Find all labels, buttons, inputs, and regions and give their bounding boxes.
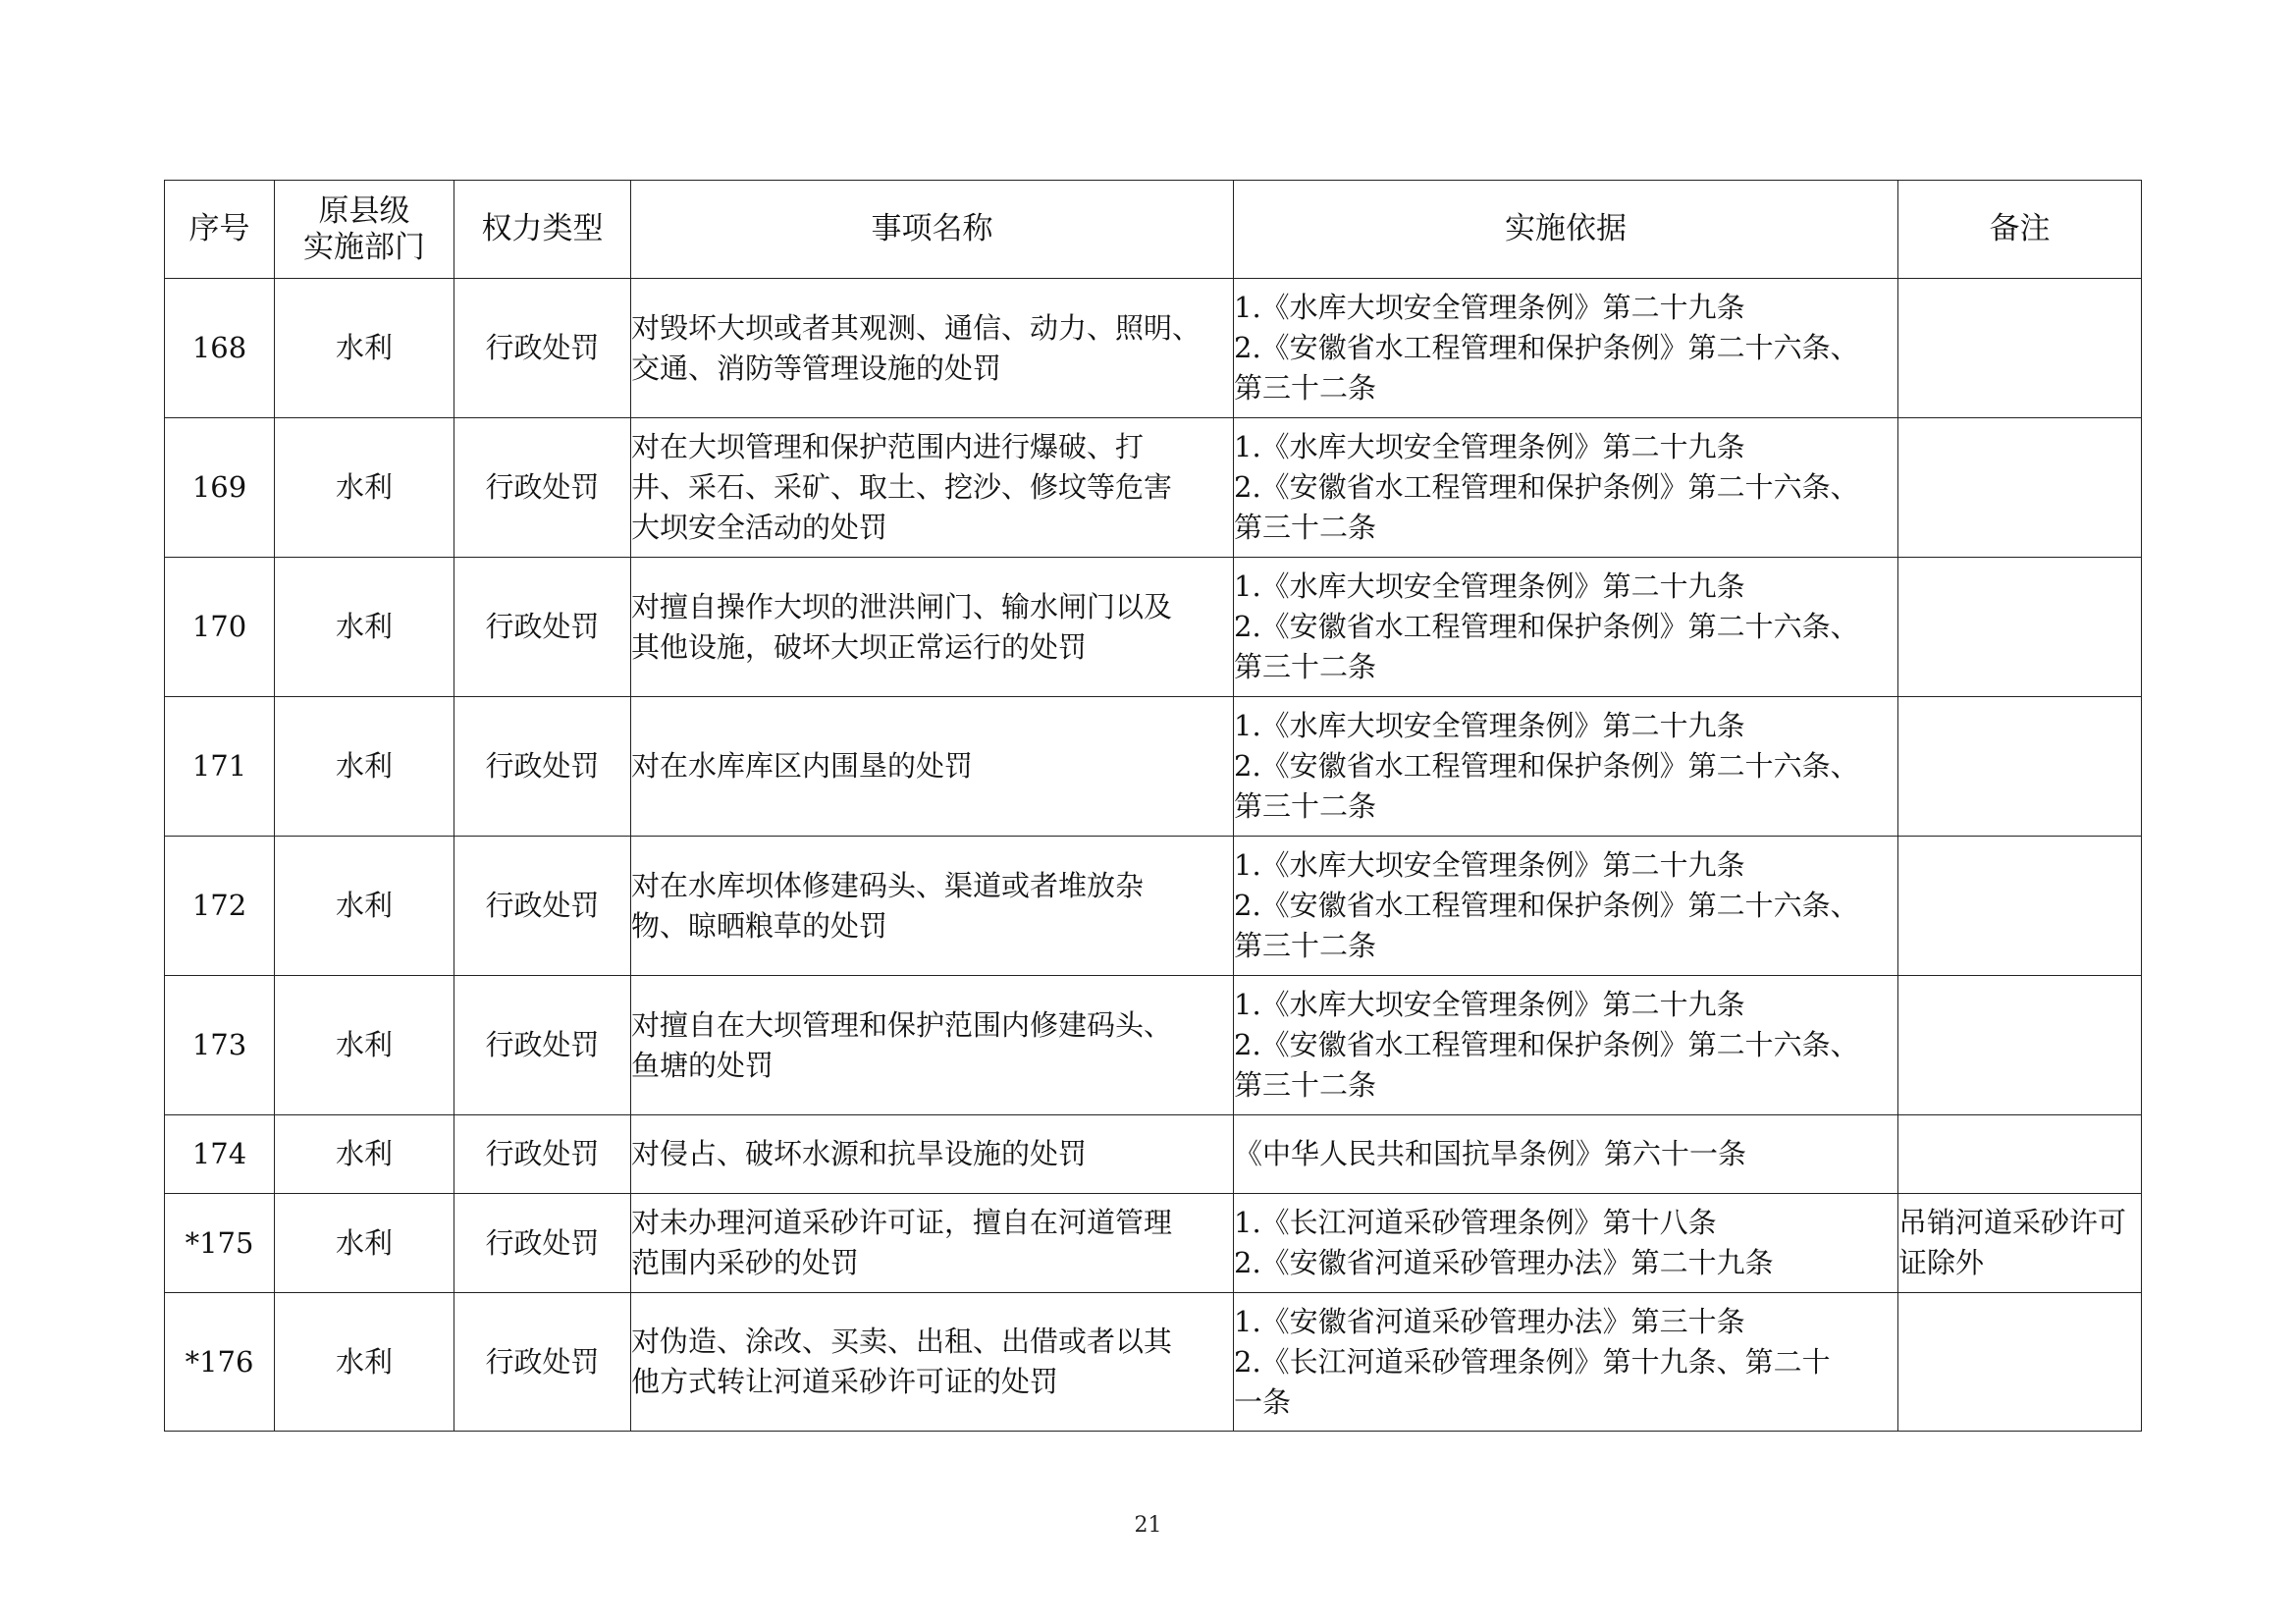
cell-type: 行政处罚 — [454, 1115, 631, 1194]
cell-item-line: 对擅自操作大坝的泄洪闸门、输水闸门以及 — [631, 589, 1173, 623]
cell-basis-line: 1.《水库大坝安全管理条例》第二十九条 — [1234, 848, 1745, 882]
cell-basis — [1234, 1115, 1898, 1194]
cell-basis — [1234, 837, 1898, 976]
cell-note — [1898, 279, 2142, 418]
cell-seq: *175 — [165, 1194, 275, 1293]
cell-seq: 172 — [165, 837, 275, 976]
cell-type: 行政处罚 — [454, 279, 631, 418]
cell-basis-line: 2.《安徽省水工程管理和保护条例》第二十六条、 — [1234, 749, 1859, 783]
cell-basis-line: 第三十二条 — [1234, 650, 1377, 683]
cell-item — [631, 837, 1234, 976]
cell-item-line: 物、晾晒粮草的处罚 — [631, 908, 888, 943]
table-row — [165, 558, 2142, 697]
cell-dept: 水利 — [275, 837, 454, 976]
cell-item-line: 对毁坏大坝或者其观测、通信、动力、照明、 — [631, 310, 1201, 345]
cell-type: 行政处罚 — [454, 558, 631, 697]
page-number: 21 — [1134, 1513, 1162, 1538]
cell-note — [1898, 837, 2142, 976]
cell-dept: 水利 — [275, 558, 454, 697]
cell-basis — [1234, 418, 1898, 558]
header-dept-line2: 实施部门 — [303, 229, 425, 265]
cell-basis — [1234, 976, 1898, 1115]
cell-item — [631, 279, 1234, 418]
cell-note-text: 吊销河道采砂许可证除外 — [1898, 1206, 2127, 1279]
cell-seq: *176 — [165, 1293, 275, 1432]
cell-basis-line: 1.《水库大坝安全管理条例》第二十九条 — [1234, 988, 1745, 1021]
cell-basis — [1234, 1194, 1898, 1293]
cell-basis-line: 2.《安徽省水工程管理和保护条例》第二十六条、 — [1234, 1028, 1859, 1061]
table-row — [165, 697, 2142, 837]
cell-note — [1898, 697, 2142, 837]
cell-dept: 水利 — [275, 697, 454, 837]
cell-basis-line: 1.《长江河道采砂管理条例》第十八条 — [1234, 1206, 1717, 1239]
cell-basis — [1234, 1293, 1898, 1432]
cell-note — [1898, 1115, 2142, 1194]
header-dept-line1: 原县级 — [318, 192, 410, 229]
table-row — [165, 1194, 2142, 1293]
cell-seq: 171 — [165, 697, 275, 837]
cell-seq: 174 — [165, 1115, 275, 1194]
cell-item-line: 对擅自在大坝管理和保护范围内修建码头、 — [631, 1007, 1173, 1042]
table-header-row — [165, 181, 2142, 279]
table-body — [165, 279, 2142, 1432]
cell-item — [631, 1115, 1234, 1194]
cell-basis-line: 1.《安徽省河道采砂管理办法》第三十条 — [1234, 1304, 1745, 1338]
cell-basis-line: 1.《水库大坝安全管理条例》第二十九条 — [1234, 291, 1745, 324]
cell-basis-line: 第三十二条 — [1234, 929, 1377, 962]
cell-basis-line: 第三十二条 — [1234, 371, 1377, 405]
cell-dept: 水利 — [275, 1293, 454, 1432]
header-seq: 序号 — [165, 181, 275, 279]
cell-seq: 173 — [165, 976, 275, 1115]
cell-basis — [1234, 697, 1898, 837]
cell-seq: 168 — [165, 279, 275, 418]
cell-basis-line: 2.《安徽省水工程管理和保护条例》第二十六条、 — [1234, 610, 1859, 643]
header-type: 权力类型 — [454, 181, 631, 279]
cell-basis-line: 2.《安徽省水工程管理和保护条例》第二十六条、 — [1234, 331, 1859, 364]
cell-basis-line: 1.《水库大坝安全管理条例》第二十九条 — [1234, 569, 1745, 603]
cell-item-line: 对侵占、破坏水源和抗旱设施的处罚 — [631, 1137, 1088, 1170]
table-row — [165, 418, 2142, 558]
cell-dept: 水利 — [275, 418, 454, 558]
table-row — [165, 837, 2142, 976]
cell-item — [631, 1194, 1234, 1293]
cell-basis — [1234, 279, 1898, 418]
cell-item-line: 对在大坝管理和保护范围内进行爆破、打 — [631, 430, 1145, 463]
cell-item-line: 大坝安全活动的处罚 — [631, 511, 888, 544]
cell-basis-line: 1.《水库大坝安全管理条例》第二十九条 — [1234, 709, 1745, 742]
cell-dept: 水利 — [275, 279, 454, 418]
header-dept — [275, 181, 454, 279]
cell-item-line: 鱼塘的处罚 — [631, 1048, 774, 1082]
cell-item-line: 其他设施，破坏大坝正常运行的处罚 — [631, 629, 1088, 664]
table-row — [165, 1115, 2142, 1194]
cell-note — [1898, 1293, 2142, 1432]
cell-type: 行政处罚 — [454, 837, 631, 976]
cell-item-line: 对未办理河道采砂许可证，擅自在河道管理 — [631, 1206, 1173, 1239]
header-item: 事项名称 — [631, 181, 1234, 279]
cell-item — [631, 418, 1234, 558]
cell-dept: 水利 — [275, 1194, 454, 1293]
header-note: 备注 — [1898, 181, 2142, 279]
cell-type: 行政处罚 — [454, 418, 631, 558]
cell-basis-line: 2.《长江河道采砂管理条例》第十九条、第二十 — [1234, 1344, 1831, 1379]
table-row — [165, 1293, 2142, 1432]
cell-item-line: 井、采石、采矿、取土、挖沙、修坟等危害 — [631, 470, 1173, 504]
cell-item — [631, 697, 1234, 837]
cell-item-line: 他方式转让河道采砂许可证的处罚 — [631, 1365, 1059, 1398]
cell-dept: 水利 — [275, 1115, 454, 1194]
cell-basis — [1234, 558, 1898, 697]
cell-item-line: 交通、消防等管理设施的处罚 — [631, 351, 1002, 385]
cell-note — [1898, 418, 2142, 558]
cell-basis-line: 《中华人民共和国抗旱条例》第六十一条 — [1234, 1137, 1747, 1170]
cell-basis-line: 一条 — [1234, 1384, 1292, 1419]
cell-basis-line: 第三十二条 — [1234, 789, 1377, 823]
cell-item — [631, 976, 1234, 1115]
cell-dept: 水利 — [275, 976, 454, 1115]
cell-item-line: 对在水库坝体修建码头、渠道或者堆放杂 — [631, 868, 1145, 902]
cell-basis-line: 1.《水库大坝安全管理条例》第二十九条 — [1234, 430, 1745, 463]
cell-item — [631, 558, 1234, 697]
cell-type: 行政处罚 — [454, 697, 631, 837]
cell-basis-line: 第三十二条 — [1234, 511, 1377, 544]
cell-seq: 169 — [165, 418, 275, 558]
cell-note — [1898, 558, 2142, 697]
table-row — [165, 279, 2142, 418]
cell-item-line: 对伪造、涂改、买卖、出租、出借或者以其 — [631, 1325, 1173, 1358]
cell-note — [1898, 976, 2142, 1115]
table-row — [165, 976, 2142, 1115]
cell-basis-line: 2.《安徽省水工程管理和保护条例》第二十六条、 — [1234, 470, 1859, 504]
cell-basis-line: 第三十二条 — [1234, 1068, 1377, 1102]
power-list-table — [164, 180, 2142, 1432]
cell-item-line: 范围内采砂的处罚 — [631, 1246, 860, 1279]
cell-type: 行政处罚 — [454, 1293, 631, 1432]
cell-type: 行政处罚 — [454, 1194, 631, 1293]
cell-basis-line: 2.《安徽省水工程管理和保护条例》第二十六条、 — [1234, 889, 1859, 922]
cell-note — [1898, 1194, 2142, 1293]
cell-item — [631, 1293, 1234, 1432]
cell-seq: 170 — [165, 558, 275, 697]
cell-item-line: 对在水库库区内围垦的处罚 — [631, 749, 974, 783]
header-basis: 实施依据 — [1234, 181, 1898, 279]
cell-basis-line: 2.《安徽省河道采砂管理办法》第二十九条 — [1234, 1246, 1774, 1279]
cell-type: 行政处罚 — [454, 976, 631, 1115]
